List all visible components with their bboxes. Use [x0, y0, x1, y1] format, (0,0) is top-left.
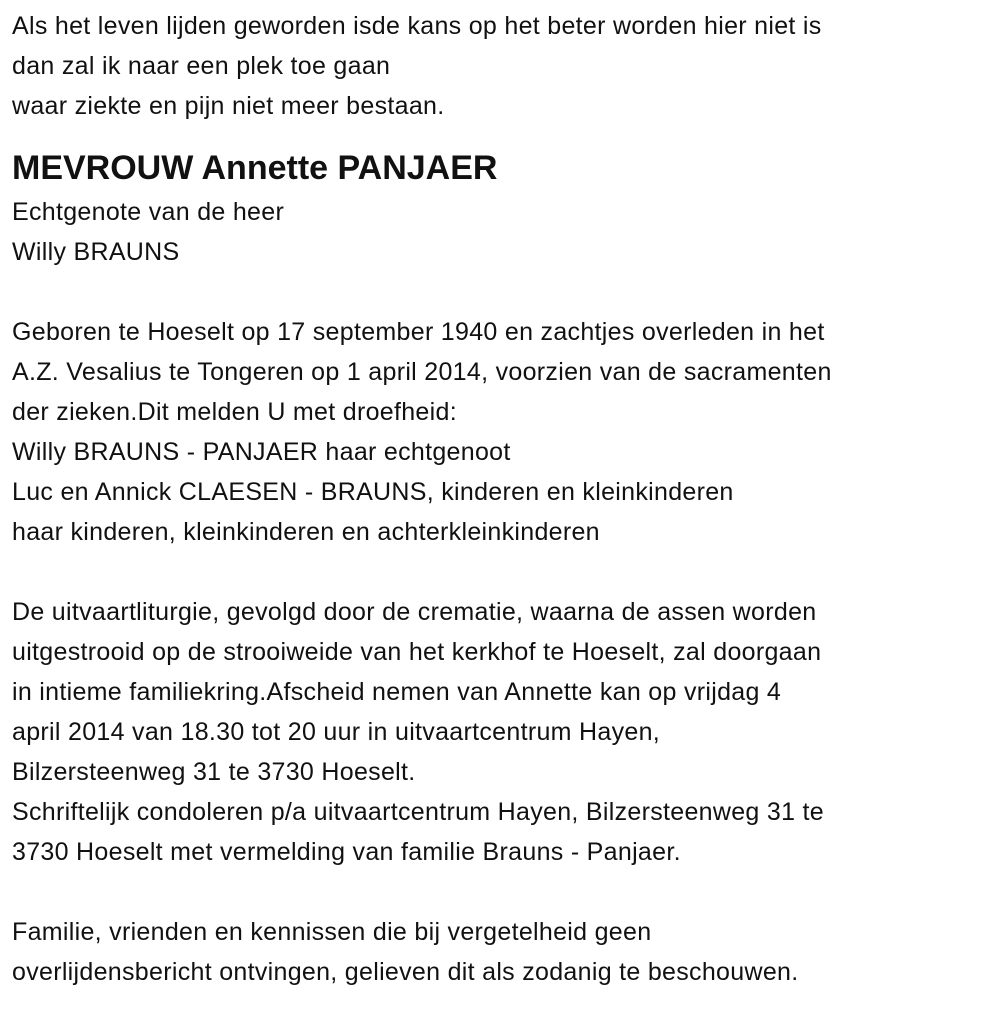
funeral-line: 3730 Hoeselt met vermelding van familie Brauns - Panjaer.: [12, 838, 681, 866]
funeral-paragraph: [12, 592, 832, 872]
obituary-document: [12, 6, 832, 992]
announcement-line: Luc en Annick CLAESEN - BRAUNS, kinderen en kleinkinderen: [12, 478, 734, 506]
closing-line: overlijdensbericht ontvingen, gelieven dit als zodanig te beschouwen.: [12, 958, 799, 986]
funeral-line: april 2014 van 18.30 tot 20 uur in uitvaartcentrum Hayen,: [12, 718, 661, 746]
poem-line: dan zal ik naar een plek toe gaan: [12, 52, 391, 80]
closing-paragraph: [12, 912, 832, 992]
funeral-line: in intieme familiekring.Afscheid nemen van Annette kan op vrijdag 4: [12, 678, 782, 706]
announcement-line: haar kinderen, kleinkinderen en achterkleinkinderen: [12, 518, 600, 546]
announcement-paragraph: [12, 312, 832, 552]
poem-line: waar ziekte en pijn niet meer bestaan.: [12, 92, 445, 120]
funeral-line: Bilzersteenweg 31 te 3730 Hoeselt.: [12, 758, 416, 786]
funeral-line: De uitvaartliturgie, gevolgd door de crematie, waarna de assen worden: [12, 598, 817, 626]
spouse-line: Echtgenote van de heer: [12, 198, 285, 226]
funeral-line: uitgestrooid op de strooiweide van het kerkhof te Hoeselt, zal doorgaan: [12, 638, 822, 666]
deceased-name-title: MEVROUW Annette PANJAER: [12, 149, 498, 187]
announcement-line: Willy BRAUNS - PANJAER haar echtgenoot: [12, 438, 511, 466]
closing-line: Familie, vrienden en kennissen die bij vergetelheid geen: [12, 918, 652, 946]
poem: [12, 6, 832, 126]
poem-line: Als het leven lijden geworden isde kans op het beter worden hier niet is: [12, 12, 822, 40]
spouse-info: [12, 192, 832, 272]
funeral-line: Schriftelijk condoleren p/a uitvaartcentrum Hayen, Bilzersteenweg 31 te: [12, 798, 824, 826]
announcement-line: Geboren te Hoeselt op 17 september 1940 en zachtjes overleden in het: [12, 318, 825, 346]
spouse-line: Willy BRAUNS: [12, 238, 180, 266]
announcement-line: A.Z. Vesalius te Tongeren op 1 april 2014, voorzien van de sacramenten: [12, 358, 832, 386]
announcement-line: der zieken.Dit melden U met droefheid:: [12, 398, 457, 426]
